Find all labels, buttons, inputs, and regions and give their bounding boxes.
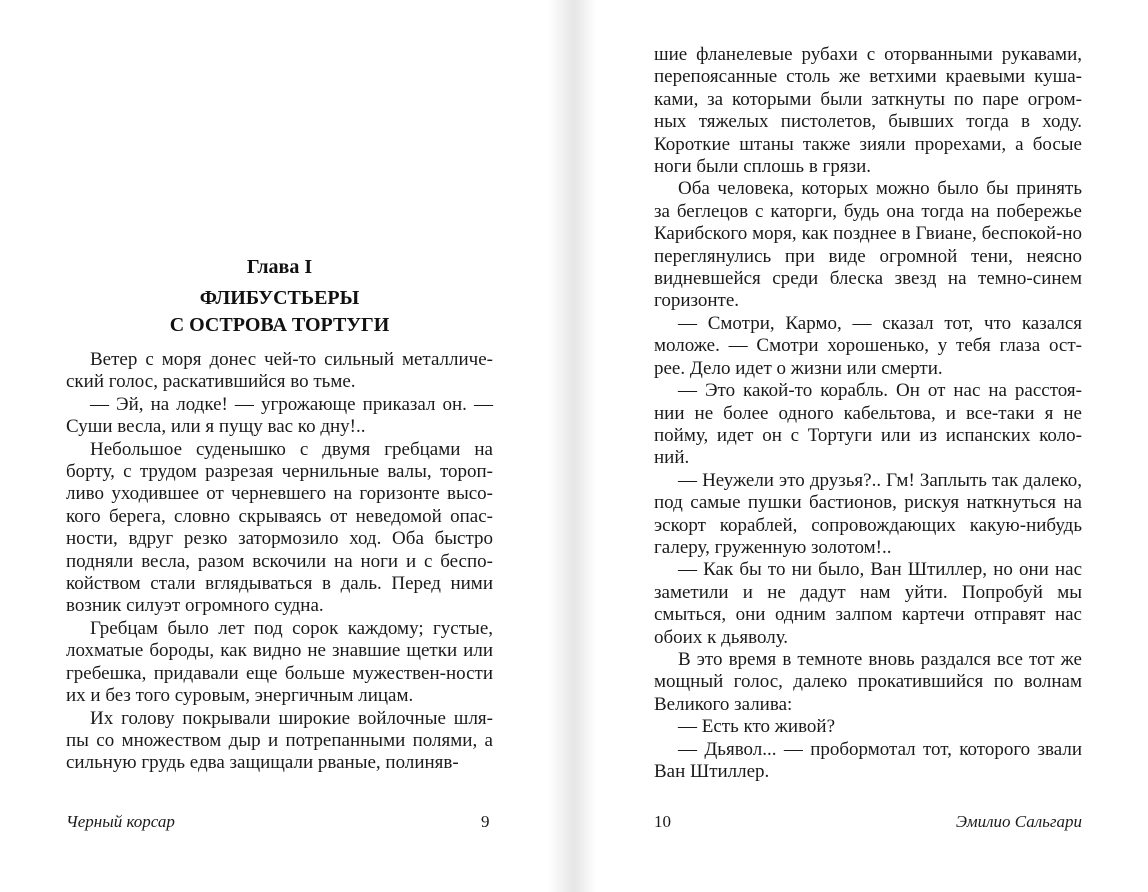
page-number-left: 9 [481, 812, 490, 831]
running-footer-author: Эмилио Сальгари [955, 812, 1082, 831]
chapter-title [66, 285, 493, 339]
running-footer-book-title: Черный корсар [66, 812, 175, 831]
right-page-body [654, 44, 1082, 783]
paragraph-continuation: шие фланелевые рубахи с оторванными рукавами, перепоясанные столь же ветхими краевыми куша-ками, за которыми были заткнуты по паре огром-ных тяжелых пистолетов, бывших тогда в ходу. Короткие штаны также зияли прорехами, а босые ноги были сплошь в грязи. [654, 44, 1082, 178]
left-page-body [66, 349, 493, 775]
gutter-shadow-right [574, 0, 596, 892]
paragraph: — Дьявол... — пробормотал тот, которого звали Ван Штиллер. [654, 738, 1082, 782]
paragraph: — Есть кто живой? [678, 716, 836, 738]
chapter-number: Глава I [246, 256, 313, 278]
paragraph: — Это какой-то корабль. Он от нас на расстоя-нии не более одного кабельтова, и все-таки я не пойму, идет он с Тортуги или из испанских коло-ний. [654, 380, 1082, 469]
paragraph: Небольшое суденышко с двумя гребцами на борту, с трудом разрезая чернильные валы, тороп-ливо уходившее от черневшего на горизонте высо-кого берега, словно скрываясь от неведомой опас-ности, вдруг резко затормозило ход. Оба быстро подняли весла, разом вскочили на ноги и с беспо-койством стали вглядываться в даль. Перед ними возник силуэт огромного судна. [66, 438, 493, 617]
paragraph: — Как бы то ни было, Ван Штиллер, но они нас заметили и не дадут нам уйти. Попробуй мы смыться, они одним залпом картечи отправят нас обоих к дьяволу. [654, 559, 1082, 648]
right-page [574, 0, 1148, 892]
paragraph: Ветер с моря донес чей-то сильный металличе-ский голос, раскатившийся во тьме. [66, 349, 493, 393]
page-number-right: 10 [654, 812, 671, 831]
paragraph: Оба человека, которых можно было бы принять за беглецов с каторги, будь она тогда на побережье Карибского моря, как позднее в Гвиане, беспокой-но переглянулись при виде огромной тени, неясно видневшейся среди блеска звезд на темно-синем горизонте. [654, 178, 1082, 312]
chapter-title-line-1: ФЛИБУСТЬЕРЫ [199, 287, 360, 309]
paragraph: Гребцам было лет под сорок каждому; густые, лохматые бороды, как видно не знавшие щетки или гребешка, придавали еще больше мужествен-ности их и без того суровым, энергичным лицам. [66, 617, 493, 707]
gutter-shadow-left [548, 0, 574, 892]
paragraph: В это время в темноте вновь раздался все тот же мощный голос, далеко прокатившийся по волнам Великого залива: [654, 648, 1082, 715]
paragraph: — Смотри, Кармо, — сказал тот, что казался моложе. — Смотри хорошенько, у тебя глаза ост-рее. Дело идет о жизни или смерти. [654, 312, 1082, 379]
paragraph: Их голову покрывали широкие войлочные шля-пы со множеством дыр и потрепанными полями, а сильную грудь едва защищали рваные, полиняв- [66, 707, 493, 774]
paragraph: — Неужели это друзья?.. Гм! Заплыть так далеко, под самые пушки бастионов, рискуя наткнуться на эскорт кораблей, сопровождающих какую-нибудь галеру, груженную золотом!.. [654, 469, 1082, 558]
chapter-title-line-2: С ОСТРОВА ТОРТУГИ [169, 314, 390, 336]
paragraph: — Эй, на лодке! — угрожающе приказал он. — Суши весла, или я пущу вас ко дну!.. [66, 393, 493, 438]
